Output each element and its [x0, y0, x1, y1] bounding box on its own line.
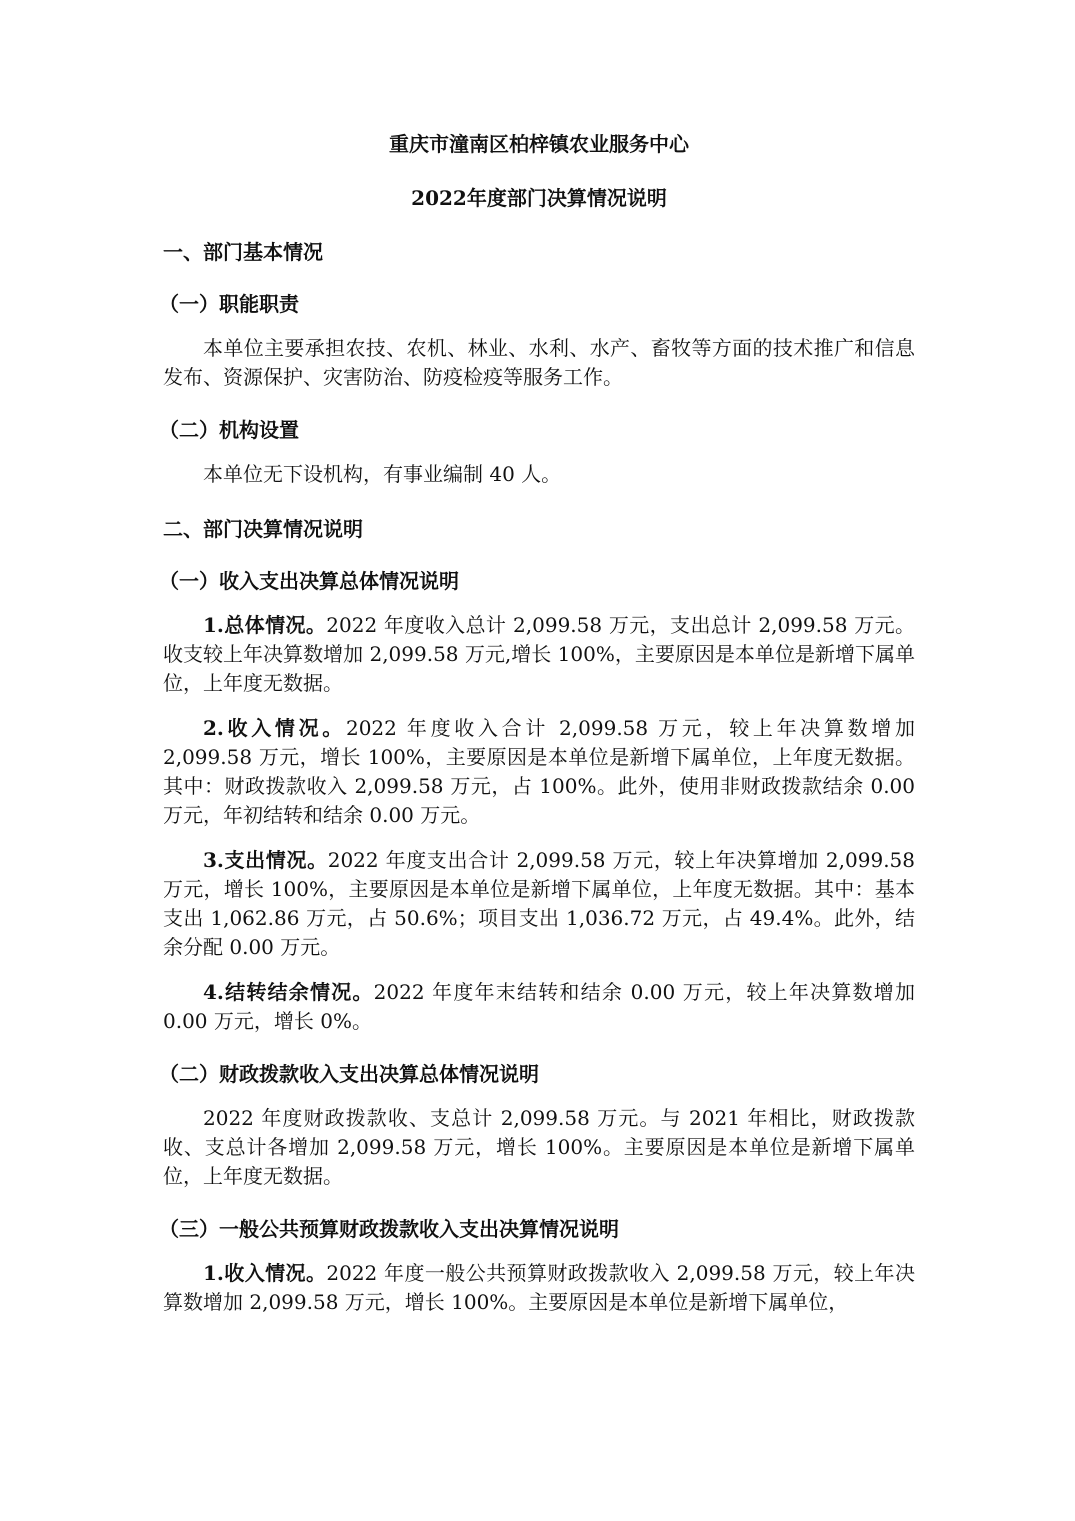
- paragraph-overall-status: [163, 611, 915, 698]
- paragraph-label: 1.总体情况。: [203, 613, 327, 637]
- paragraph-body: 2022 年度收入合计 2,099.58 万元，较上年决算数增加 2,099.58 万元，增长 100%，主要原因是本单位是新增下属单位，上年度无数据。其中：财政拨款收入 2,099.58 万元，占 100%。此外，使用非财政拨款结余 0.00 万元，年初结转和结余 0.00 万元。: [163, 716, 915, 827]
- paragraph-functions: 本单位主要承担农技、农机、林业、水利、水产、畜牧等方面的技术推广和信息发布、资源保护、灾害防治、防疫检疫等服务工作。: [163, 336, 915, 389]
- paragraph-body: 2022 年度支出合计 2,099.58 万元，较上年决算增加 2,099.58 万元，增长 100%，主要原因是本单位是新增下属单位，上年度无数据。其中：基本支出 1,062.86 万元，占 50.6%；项目支出 1,036.72 万元，占 49.4%。此外，结余分配 0.00 万元。: [163, 848, 915, 959]
- subsection-heading-functions: （一）职能职责: [159, 292, 299, 316]
- document-title: 重庆市潼南区柏梓镇农业服务中心: [389, 132, 689, 156]
- paragraph-fiscal-appropriation: 2022 年度财政拨款收、支总计 2,099.58 万元。与 2021 年相比，财政拨款收、支总计各增加 2,099.58 万元，增长 100%。主要原因是本单位是新增下属单位，上年度无数据。: [163, 1106, 915, 1188]
- paragraph-label: 4.结转结余情况。: [203, 980, 374, 1004]
- paragraph-income-status: [163, 714, 915, 830]
- subsection-heading-organization: （二）机构设置: [159, 418, 299, 442]
- section-heading-final-accounts: 二、部门决算情况说明: [163, 517, 363, 541]
- paragraph-carryover-status: [163, 978, 915, 1036]
- subsection-heading-income-expense-overview: （一）收入支出决算总体情况说明: [159, 569, 459, 593]
- section-heading-basic-info: 一、部门基本情况: [163, 240, 323, 264]
- paragraph-label: 1.收入情况。: [203, 1261, 327, 1285]
- paragraph-body: 2022 年度年末结转和结余 0.00 万元，较上年决算数增加 0.00 万元，增长 0%。: [163, 980, 915, 1033]
- paragraph-body: 2022 年度收入总计 2,099.58 万元，支出总计 2,099.58 万元。收支较上年决算数增加 2,099.58 万元,增长 100%，主要原因是本单位是新增下属单位，上年度无数据。: [163, 613, 915, 695]
- subsection-heading-fiscal-appropriation: （二）财政拨款收入支出决算总体情况说明: [159, 1062, 539, 1086]
- paragraph-general-budget-income: [163, 1259, 915, 1317]
- paragraph-label: 3.支出情况。: [203, 848, 328, 872]
- paragraph-body: 2022 年度一般公共预算财政拨款收入 2,099.58 万元，较上年决算数增加 2,099.58 万元，增长 100%。主要原因是本单位是新增下属单位，: [163, 1261, 915, 1314]
- subsection-heading-general-public-budget: （三）一般公共预算财政拨款收入支出决算情况说明: [159, 1217, 619, 1241]
- paragraph-expense-status: [163, 846, 915, 962]
- document-subtitle: 2022年度部门决算情况说明: [411, 186, 667, 210]
- paragraph-label: 2.收入情况。: [203, 716, 346, 740]
- paragraph-organization: 本单位无下设机构，有事业编制 40 人。: [203, 462, 562, 486]
